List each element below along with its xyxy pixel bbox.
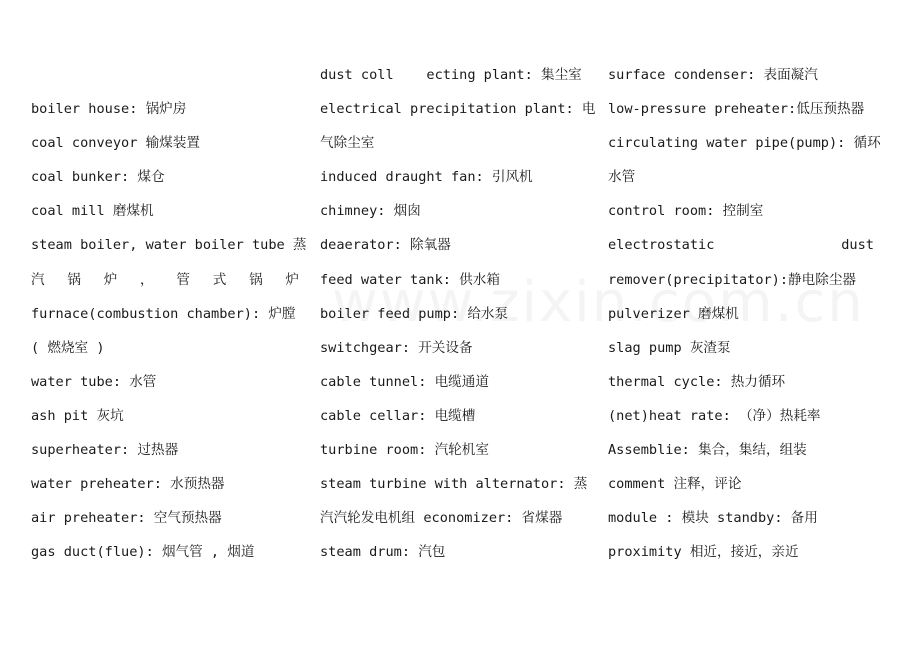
term-line: steam turbine with alternator: 蒸 (320, 476, 588, 493)
term-line: superheater: 过热器 (31, 442, 179, 459)
term-line: remover(precipitator):静电除尘器 (608, 271, 857, 288)
term-line: ash pit 灰坑 (31, 407, 124, 424)
term-line: 气除尘室 (320, 135, 375, 152)
justified-word: dust (841, 237, 874, 254)
term-line: switchgear: 开关设备 (320, 339, 473, 356)
term-line: Assemblie: 集合，集结，组装 (608, 442, 807, 459)
term-line: low-pressure preheater:低压预热器 (608, 101, 865, 118)
term-line: pulverizer 磨煤机 (608, 305, 739, 322)
justified-word: 管 (176, 271, 190, 288)
term-line: water tube: 水管 (31, 373, 157, 390)
justified-word: 炉 (103, 271, 118, 288)
term-line: dust coll ecting plant: 集尘室 (320, 67, 582, 83)
term-line-justified (31, 263, 299, 297)
glossary-column-3 (608, 58, 881, 569)
term-line: surface condenser: 表面凝汽 (608, 67, 818, 83)
term-line: ( 燃烧室 ) (31, 339, 105, 356)
term-line: electrical precipitation plant: 电 (320, 101, 596, 118)
term-line: boiler feed pump: 给水泵 (320, 305, 509, 322)
term-line: coal bunker: 煤仓 (31, 169, 165, 186)
justified-word: ， (140, 271, 154, 288)
term-line: coal conveyor 输煤装置 (31, 135, 200, 152)
justified-word: 炉 (285, 271, 299, 288)
term-line: cable tunnel: 电缆通道 (320, 373, 489, 390)
justified-word: electrostatic (608, 237, 715, 254)
term-line: steam boiler, water boiler tube 蒸 (31, 237, 307, 254)
term-line: gas duct(flue): 烟气管 , 烟道 (31, 544, 255, 561)
term-line: slag pump 灰渣泵 (608, 339, 731, 356)
term-line: feed water tank: 供水箱 (320, 271, 500, 288)
glossary-column-1 (31, 58, 307, 569)
glossary-column-2 (320, 58, 596, 569)
term-line: (net)heat rate: （净）热耗率 (608, 407, 821, 424)
term-line: circulating water pipe(pump): 循环 (608, 135, 881, 152)
term-line: module : 模块 standby: 备用 (608, 510, 818, 527)
justified-word: 锅 (249, 271, 263, 288)
term-line-justified (608, 228, 874, 262)
justified-word: 锅 (67, 271, 81, 288)
term-line: furnace(combustion chamber): 炉膛 (31, 305, 296, 322)
term-line: steam drum: 汽包 (320, 544, 446, 561)
justified-word: 式 (212, 271, 227, 288)
term-line: air preheater: 空气预热器 (31, 510, 222, 527)
term-line: induced draught fan: 引风机 (320, 169, 533, 186)
term-line: coal mill 磨煤机 (31, 203, 154, 220)
term-line: control room: 控制室 (608, 203, 764, 220)
term-line: deaerator: 除氧器 (320, 237, 451, 254)
term-line: comment 注释，评论 (608, 476, 742, 493)
term-line: cable cellar: 电缆槽 (320, 407, 476, 424)
term-line: proximity 相近，接近，亲近 (608, 544, 799, 561)
term-line: 水管 (608, 169, 636, 186)
term-line: boiler house: 锅炉房 (31, 101, 187, 118)
term-line: thermal cycle: 热力循环 (608, 373, 786, 390)
term-line: water preheater: 水预热器 (31, 476, 225, 493)
term-line: chimney: 烟囱 (320, 203, 421, 220)
term-line: 汽汽轮发电机组 economizer: 省煤器 (320, 510, 563, 527)
term-line: turbine room: 汽轮机室 (320, 442, 489, 459)
justified-word: 汽 (31, 271, 45, 288)
